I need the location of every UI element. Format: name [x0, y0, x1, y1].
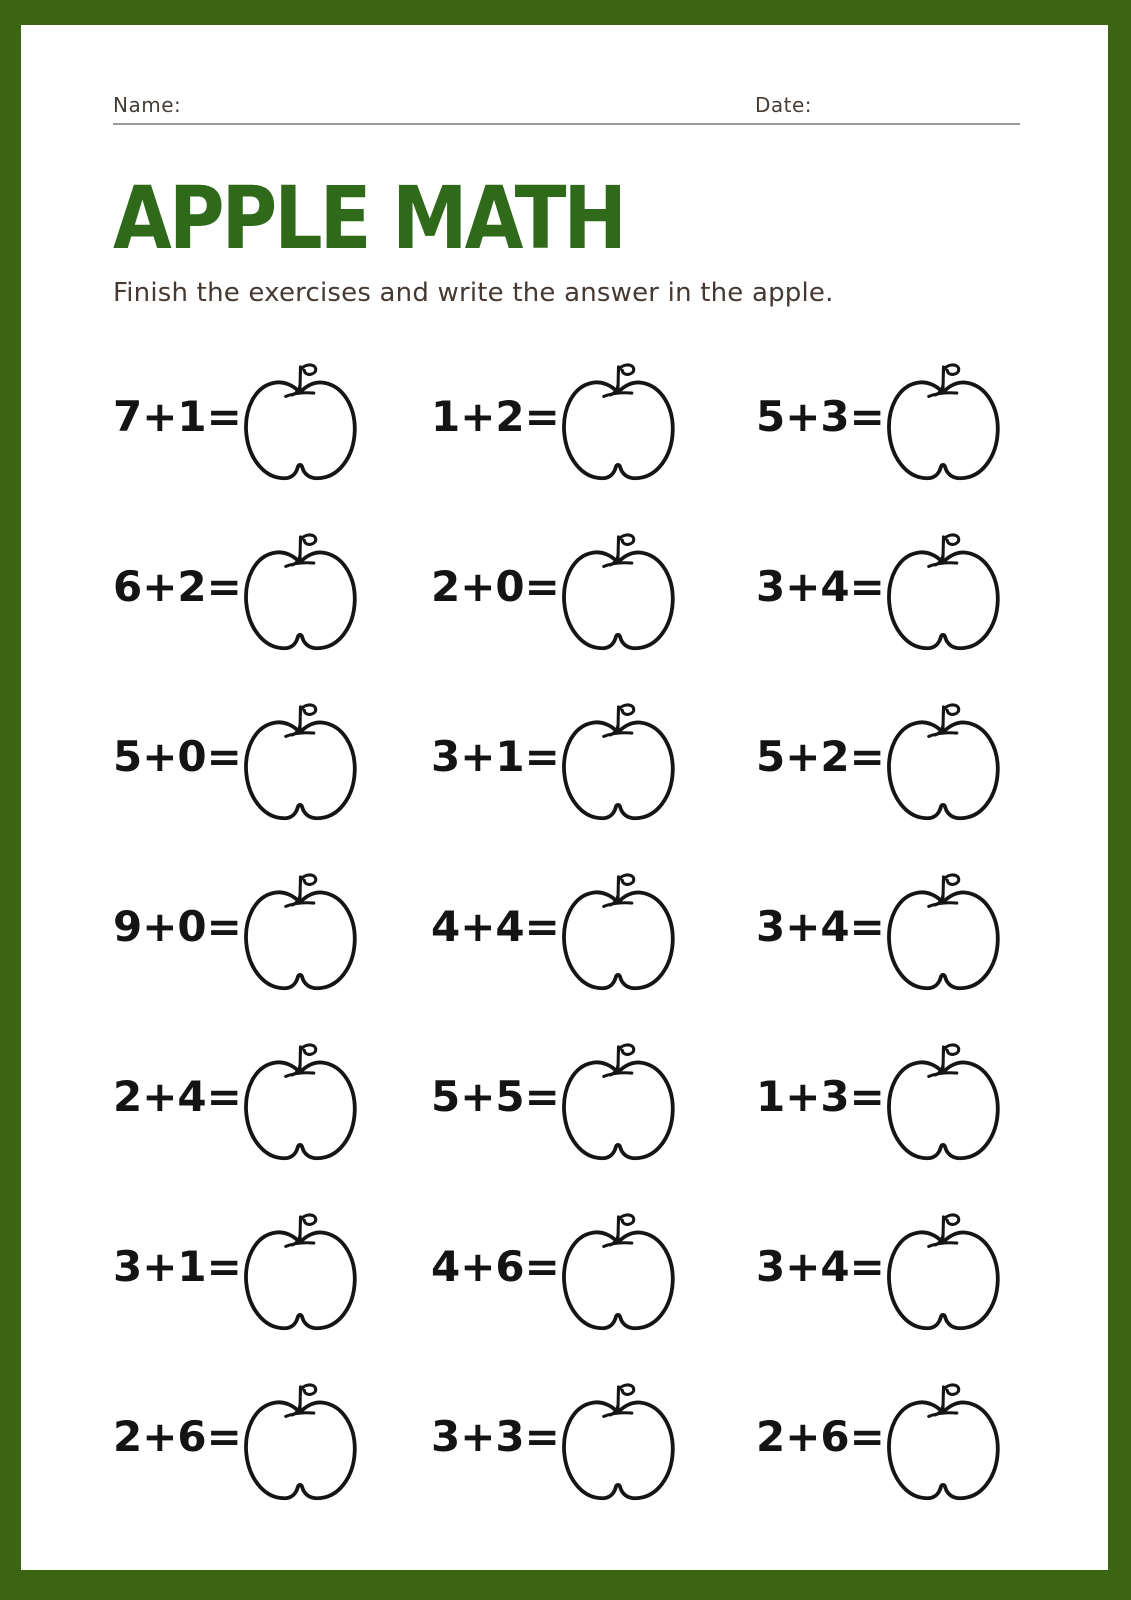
date-field-label: Date: [755, 93, 813, 117]
name-date-header [113, 93, 1020, 125]
problem-expression: 3+4= [756, 1241, 885, 1291]
problem-expression: 5+2= [756, 731, 885, 781]
problem-expression: 1+2= [431, 391, 560, 441]
problem-expression: 4+4= [431, 901, 560, 951]
apple-outline-icon [559, 1039, 677, 1169]
problem-expression: 6+2= [113, 561, 242, 611]
apple-outline-icon [241, 1039, 359, 1169]
problem-expression: 7+1= [113, 391, 242, 441]
name-field-label: Name: [113, 93, 182, 117]
apple-outline-icon [559, 869, 677, 999]
problem-expression: 5+0= [113, 731, 242, 781]
problem-expression: 4+6= [431, 1241, 560, 1291]
apple-outline-icon [884, 1379, 1002, 1509]
apple-outline-icon [241, 529, 359, 659]
problem-expression: 2+6= [113, 1411, 242, 1461]
problem-expression: 5+5= [431, 1071, 560, 1121]
page-title: APPLE MATH [113, 167, 625, 269]
apple-outline-icon [241, 359, 359, 489]
problem-cell [756, 1208, 1018, 1340]
problem-cell [756, 358, 1018, 490]
problem-cell [756, 1038, 1018, 1170]
apple-outline-icon [241, 1209, 359, 1339]
problem-expression: 3+1= [113, 1241, 242, 1291]
apple-outline-icon [884, 359, 1002, 489]
apple-outline-icon [241, 1379, 359, 1509]
problem-cell [113, 1378, 431, 1510]
apple-outline-icon [559, 1379, 677, 1509]
problem-cell [756, 868, 1018, 1000]
apple-outline-icon [559, 699, 677, 829]
problem-cell [756, 1378, 1018, 1510]
problem-cell [431, 1208, 756, 1340]
problems-grid [113, 358, 1020, 1510]
problem-cell [113, 528, 431, 660]
problem-expression: 2+0= [431, 561, 560, 611]
problem-expression: 3+4= [756, 901, 885, 951]
problem-expression: 9+0= [113, 901, 242, 951]
problem-expression: 5+3= [756, 391, 885, 441]
problem-cell [431, 528, 756, 660]
problem-expression: 3+3= [431, 1411, 560, 1461]
apple-outline-icon [559, 359, 677, 489]
apple-outline-icon [884, 1039, 1002, 1169]
problem-cell [113, 868, 431, 1000]
problem-cell [113, 1038, 431, 1170]
apple-outline-icon [884, 699, 1002, 829]
problem-expression: 3+4= [756, 561, 885, 611]
problem-cell [756, 698, 1018, 830]
problem-cell [431, 358, 756, 490]
problem-cell [431, 1378, 756, 1510]
problem-cell [431, 868, 756, 1000]
apple-outline-icon [884, 529, 1002, 659]
problem-cell [431, 698, 756, 830]
problem-cell [431, 1038, 756, 1170]
problem-expression: 2+4= [113, 1071, 242, 1121]
apple-outline-icon [559, 529, 677, 659]
problem-expression: 3+1= [431, 731, 560, 781]
problem-expression: 1+3= [756, 1071, 885, 1121]
problem-cell [756, 528, 1018, 660]
apple-outline-icon [241, 699, 359, 829]
problem-expression: 2+6= [756, 1411, 885, 1461]
apple-outline-icon [884, 1209, 1002, 1339]
apple-outline-icon [884, 869, 1002, 999]
apple-outline-icon [241, 869, 359, 999]
problem-cell [113, 358, 431, 490]
apple-outline-icon [559, 1209, 677, 1339]
problem-cell [113, 698, 431, 830]
page-instructions: Finish the exercises and write the answer in the apple. [113, 278, 834, 308]
problem-cell [113, 1208, 431, 1340]
